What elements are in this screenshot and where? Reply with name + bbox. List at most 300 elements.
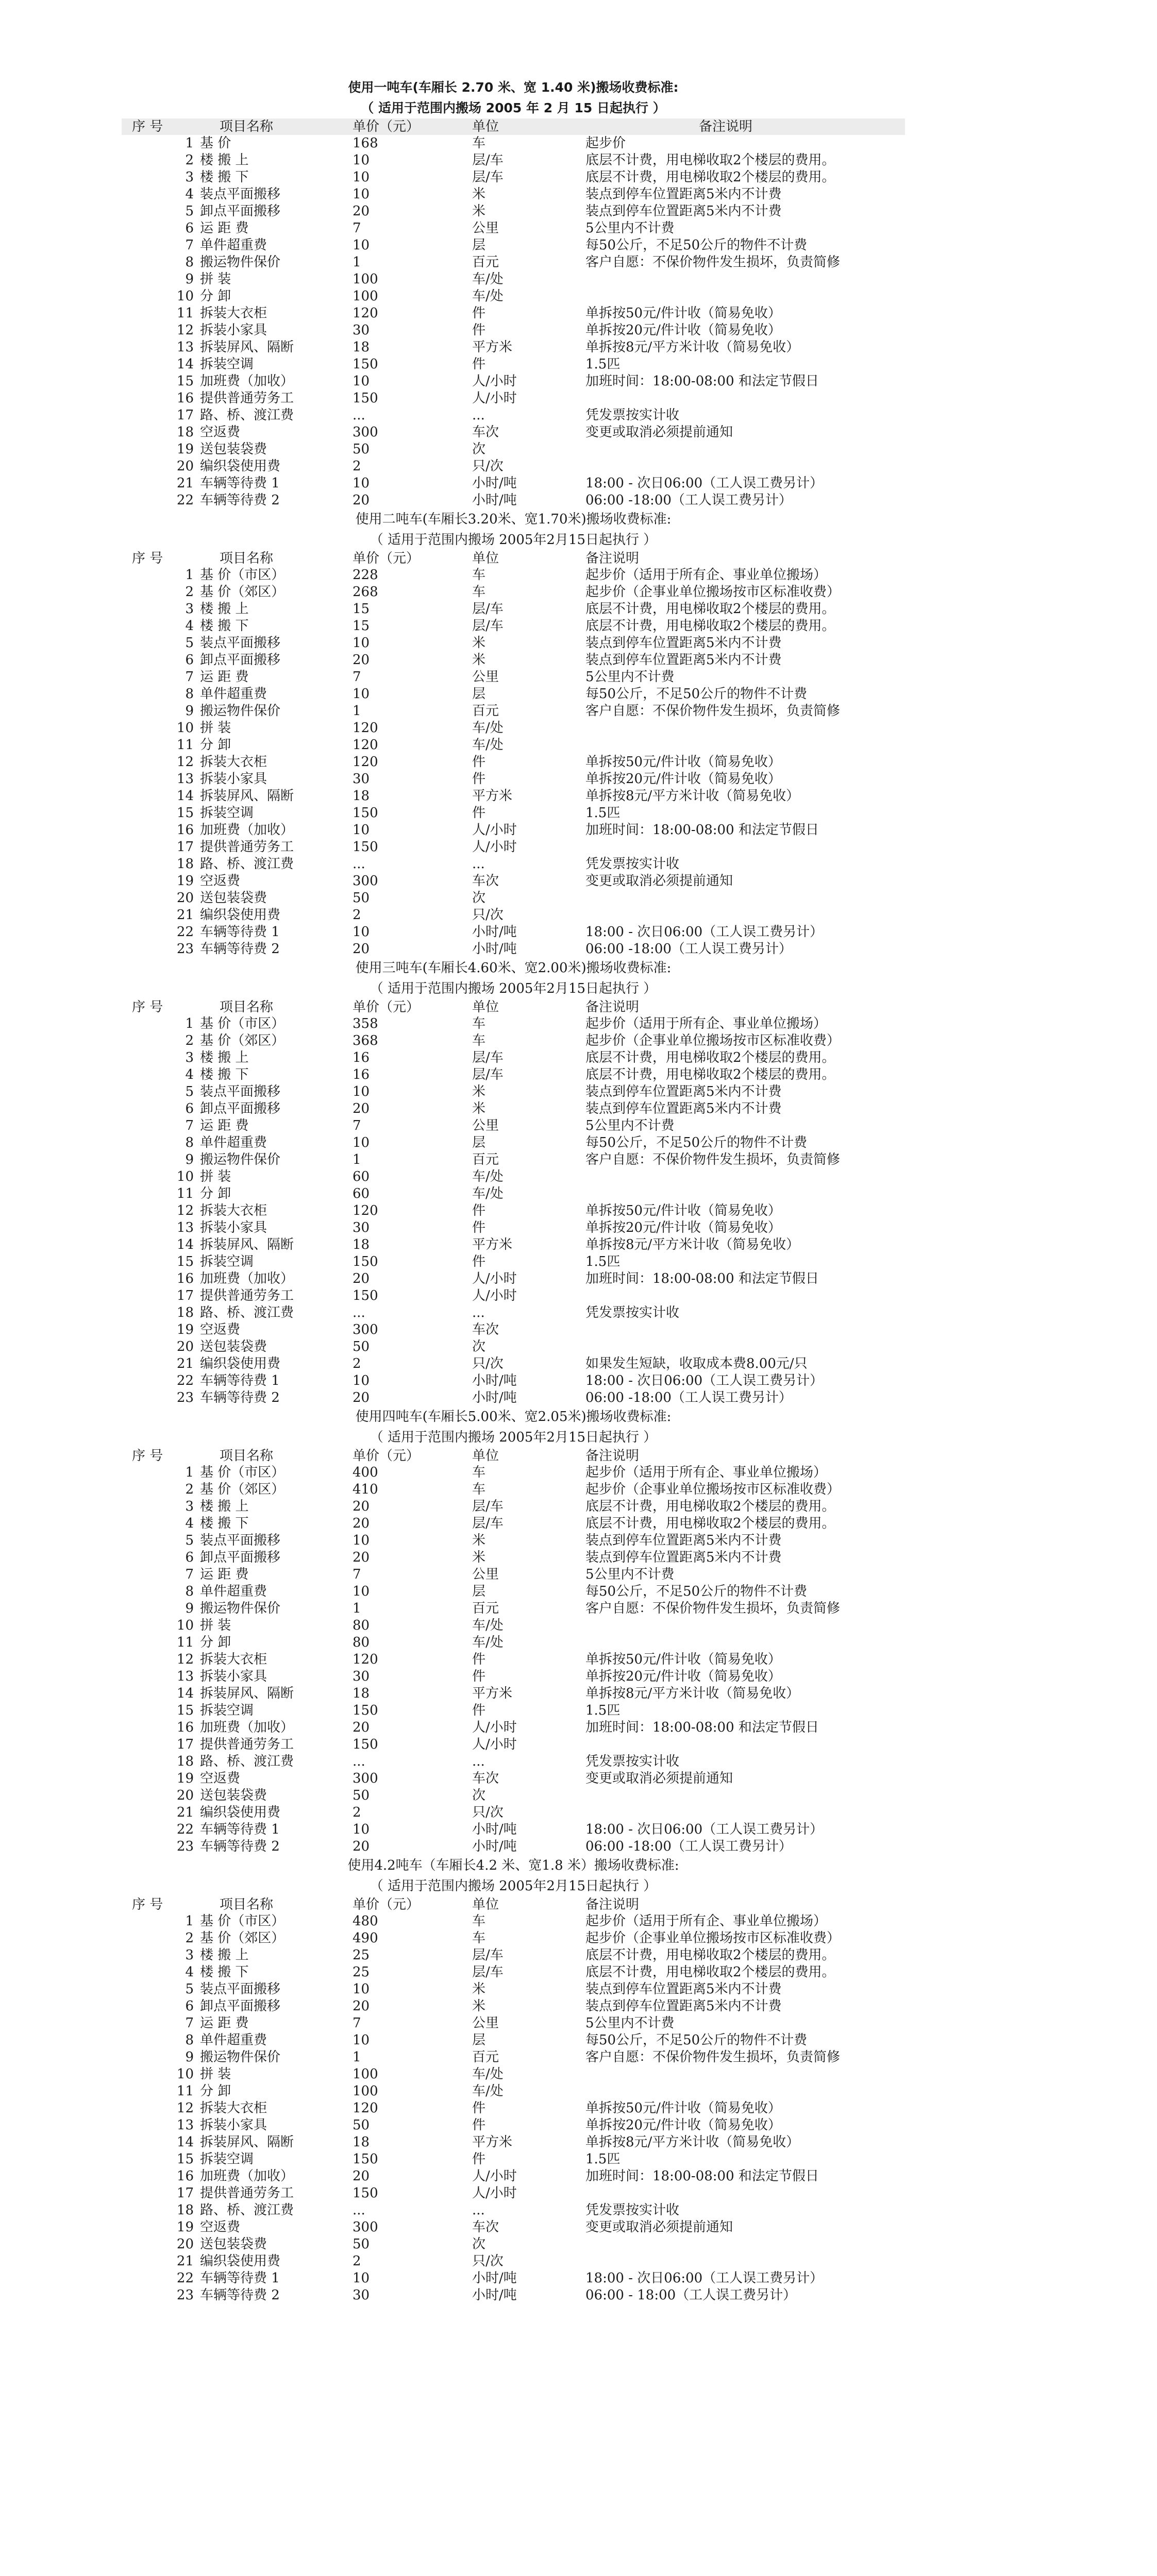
item-name: 空返费 (200, 1771, 241, 1786)
unit-price: 15 (353, 601, 370, 617)
table-row (122, 941, 905, 958)
unit: 米 (472, 1998, 486, 2014)
row-number: 11 (176, 1635, 194, 1650)
header-note: 备注说明 (699, 119, 753, 134)
fee-section (122, 1406, 905, 1855)
row-number: 1 (185, 1465, 194, 1480)
row-number: 17 (176, 1737, 194, 1752)
header-note: 备注说明 (585, 999, 640, 1015)
unit-price: 10 (353, 1822, 370, 1837)
row-number: 19 (176, 1771, 194, 1786)
row-number: 14 (176, 1686, 194, 1701)
table-row (122, 2066, 905, 2083)
row-number: 3 (185, 601, 194, 617)
unit-price: 490 (353, 1930, 378, 1946)
unit: 车 (472, 1913, 486, 1929)
remark: 底层不计费，用电梯收取2个楼层的费用。 (585, 1947, 835, 1963)
unit: 件 (472, 1652, 486, 1667)
unit-price: 16 (353, 1067, 370, 1082)
remark: 加班时间：18:00-08:00 和法定节假日 (585, 374, 819, 389)
item-name: 提供普通劳务工 (200, 391, 294, 406)
unit-price: 60 (353, 1186, 370, 1201)
remark: 18:00 - 次日06:00（工人误工费另计） (585, 924, 824, 940)
remark: 变更或取消必须提前通知 (585, 2219, 733, 2235)
item-name: 楼 搬 上 (200, 1499, 249, 1514)
row-number: 23 (176, 1390, 194, 1405)
row-number: 1 (185, 1913, 194, 1929)
unit-price: 7 (353, 221, 361, 236)
section-subtitle: （ 适用于范围内搬场 2005 年 2 月 15 日起执行 ） (361, 100, 666, 115)
item-name: 拆装空调 (200, 1703, 254, 1718)
item-name: 卸点平面搬移 (200, 652, 281, 668)
table-row (122, 2270, 905, 2287)
table-row (122, 1100, 905, 1117)
table-row (122, 1964, 905, 1981)
unit: 百元 (472, 703, 499, 719)
unit-price: 10 (353, 1981, 370, 1997)
table-row (122, 373, 905, 390)
unit: 层/车 (472, 1067, 504, 1082)
item-name: 编织袋使用费 (200, 2253, 281, 2269)
row-number: 18 (176, 856, 194, 872)
unit-price: 30 (353, 2287, 370, 2303)
item-name: 基 价（郊区） (200, 1930, 285, 1946)
row-number: 2 (185, 584, 194, 600)
table-row (122, 567, 905, 584)
remark: 单拆按50元/件计收（简易免收） (585, 306, 781, 321)
table-header (122, 550, 905, 567)
item-name: 拆装大衣柜 (200, 1652, 267, 1667)
unit: 人/小时 (472, 1288, 517, 1303)
remark: 装点到停车位置距离5米内不计费 (585, 635, 782, 651)
remark: 单拆按50元/件计收（简易免收） (585, 1203, 781, 1218)
unit-price: 50 (353, 890, 370, 906)
item-name: 空返费 (200, 2219, 241, 2235)
item-name: 车辆等待费 2 (200, 941, 280, 957)
item-name: 基 价（市区） (200, 1465, 285, 1480)
item-name: 楼 搬 下 (200, 1516, 249, 1531)
unit-price: 25 (353, 1947, 370, 1963)
unit-price: 30 (353, 323, 370, 338)
item-name: 车辆等待费 1 (200, 2270, 280, 2286)
unit-price: 20 (353, 2168, 370, 2184)
unit: 人/小时 (472, 1271, 517, 1286)
section-title: 使用二吨车(车厢长3.20米、宽1.70米)搬场收费标准: (355, 512, 672, 527)
row-number: 16 (176, 1720, 194, 1735)
unit-price: 10 (353, 476, 370, 491)
unit: 车次 (472, 873, 499, 889)
item-name: 拆装空调 (200, 357, 254, 372)
table-row (122, 1219, 905, 1236)
remark: 18:00 - 次日06:00（工人误工费另计） (585, 1373, 824, 1388)
item-name: 单件超重费 (200, 2032, 267, 2048)
table-row (122, 720, 905, 737)
unit-price: 50 (353, 2117, 370, 2133)
row-number: 11 (176, 2083, 194, 2099)
row-number: 4 (185, 618, 194, 634)
remark: 加班时间：18:00-08:00 和法定节假日 (585, 1720, 819, 1735)
item-name: 加班费（加收） (200, 822, 294, 838)
table-row (122, 703, 905, 720)
item-name: 空返费 (200, 1322, 241, 1337)
unit: 层/车 (472, 1947, 504, 1963)
item-name: 分 卸 (200, 289, 231, 304)
unit: 人/小时 (472, 1737, 517, 1752)
item-name: 拆装大衣柜 (200, 1203, 267, 1218)
item-name: 车辆等待费 2 (200, 1390, 280, 1405)
table-row (122, 601, 905, 618)
item-name: 编织袋使用费 (200, 907, 281, 923)
table-row (122, 1998, 905, 2015)
item-name: 单件超重费 (200, 1584, 267, 1599)
item-name: 分 卸 (200, 1635, 231, 1650)
row-number: 6 (185, 221, 194, 236)
table-row (122, 492, 905, 509)
unit-price: 100 (353, 272, 378, 287)
remark: 底层不计费，用电梯收取2个楼层的费用。 (585, 152, 835, 168)
table-row (122, 1583, 905, 1600)
table-row (122, 2185, 905, 2202)
unit: 只/次 (472, 1805, 504, 1820)
unit: 小时/吨 (472, 2270, 517, 2286)
table-header (122, 999, 905, 1015)
unit: 车 (472, 1016, 486, 1031)
item-name: 拼 装 (200, 272, 231, 287)
row-number: 4 (185, 1964, 194, 1980)
unit: 只/次 (472, 907, 504, 923)
remark: 凭发票按实计收 (585, 2202, 680, 2218)
item-name: 拆装屏风、隔断 (200, 788, 294, 804)
table-row (122, 1532, 905, 1549)
unit-price: 150 (353, 1288, 378, 1303)
row-number: 21 (176, 2253, 194, 2269)
remark: 18:00 - 次日06:00（工人误工费另计） (585, 2270, 824, 2286)
table-row (122, 237, 905, 254)
unit: 人/小时 (472, 391, 517, 406)
row-number: 16 (176, 822, 194, 838)
row-number: 12 (176, 1203, 194, 1218)
table-row (122, 822, 905, 839)
table-row (122, 390, 905, 407)
row-number: 16 (176, 2168, 194, 2184)
unit-price: 7 (353, 1567, 361, 1582)
unit-price: 10 (353, 1533, 370, 1548)
unit: 件 (472, 357, 486, 372)
remark: 加班时间：18:00-08:00 和法定节假日 (585, 1271, 819, 1286)
unit-price: 150 (353, 357, 378, 372)
table-row (122, 288, 905, 305)
unit-price: 1 (353, 255, 361, 270)
table-row (122, 2117, 905, 2134)
item-name: 搬运物件保价 (200, 1152, 281, 1167)
remark: 底层不计费，用电梯收取2个楼层的费用。 (585, 170, 835, 185)
remark: 5公里内不计费 (585, 1567, 675, 1582)
remark: 装点到停车位置距离5米内不计费 (585, 1084, 782, 1099)
table-row (122, 2168, 905, 2185)
row-number: 3 (185, 170, 194, 185)
row-number: 16 (176, 1271, 194, 1286)
item-name: 楼 搬 上 (200, 1947, 249, 1963)
row-number: 8 (185, 686, 194, 702)
unit-price: ... (353, 2202, 365, 2218)
unit-price: 120 (353, 306, 378, 321)
remark: 1.5匹 (585, 1703, 621, 1718)
unit-price: 10 (353, 686, 370, 702)
table-row (122, 1566, 905, 1583)
table-row (122, 1049, 905, 1066)
item-name: 车辆等待费 1 (200, 924, 280, 940)
remark: 06:00 -18:00（工人误工费另计） (585, 1390, 792, 1405)
table-row (122, 2236, 905, 2253)
item-name: 加班费（加收） (200, 2168, 294, 2184)
unit-price: 25 (353, 1964, 370, 1980)
table-row (122, 1753, 905, 1770)
unit: 次 (472, 1788, 486, 1803)
unit: 车 (472, 1482, 486, 1497)
unit: 米 (472, 1981, 486, 1997)
unit: 公里 (472, 2015, 499, 2031)
unit-price: 20 (353, 1499, 370, 1514)
remark: 装点到停车位置距离5米内不计费 (585, 1533, 782, 1548)
unit: 平方米 (472, 788, 513, 804)
unit-price: 10 (353, 187, 370, 202)
remark: 起步价 (585, 135, 626, 151)
item-name: 分 卸 (200, 737, 231, 753)
remark: 单拆按50元/件计收（简易免收） (585, 2100, 781, 2116)
unit-price: 18 (353, 2134, 370, 2150)
section-subtitle: （ 适用于范围内搬场 2005年2月15日起执行 ） (370, 1878, 657, 1894)
row-number: 17 (176, 2185, 194, 2201)
unit-price: 358 (353, 1016, 378, 1031)
unit-price: 10 (353, 1135, 370, 1150)
remark: 起步价（企事业单位搬场按市区标准收费） (585, 1033, 841, 1048)
fee-section (122, 77, 905, 509)
row-number: 14 (176, 788, 194, 804)
unit: 人/小时 (472, 822, 517, 838)
unit-price: 15 (353, 618, 370, 634)
fee-section (122, 958, 905, 1406)
remark: 凭发票按实计收 (585, 408, 680, 423)
row-number: 17 (176, 1288, 194, 1303)
remark: 单拆按20元/件计收（简易免收） (585, 771, 781, 787)
row-number: 19 (176, 442, 194, 457)
table-row (122, 1338, 905, 1355)
unit: 件 (472, 805, 486, 821)
item-name: 装点平面搬移 (200, 1084, 281, 1099)
row-number: 6 (185, 652, 194, 668)
row-number: 11 (176, 306, 194, 321)
unit-price: 300 (353, 425, 378, 440)
row-number: 1 (185, 1016, 194, 1031)
table-row (122, 1600, 905, 1617)
remark: 客户自愿：不保价物件发生损坏，负责简修 (585, 1601, 841, 1616)
table-header (122, 1448, 905, 1464)
table-row (122, 203, 905, 220)
item-name: 基 价（郊区） (200, 584, 285, 600)
unit-price: 100 (353, 2083, 378, 2099)
unit: 米 (472, 1101, 486, 1116)
row-number: 22 (176, 1822, 194, 1837)
item-name: 拆装小家具 (200, 1669, 267, 1684)
table-row (122, 1702, 905, 1719)
unit: 层/车 (472, 1964, 504, 1980)
table-row (122, 1685, 905, 1702)
unit: 米 (472, 635, 486, 651)
table-row (122, 924, 905, 941)
row-number: 23 (176, 941, 194, 957)
remark: 06:00 -18:00（工人误工费另计） (585, 493, 792, 508)
unit-price: 18 (353, 340, 370, 355)
item-name: 编织袋使用费 (200, 1356, 281, 1371)
header-unit: 单位 (472, 999, 499, 1015)
unit: 次 (472, 890, 486, 906)
remark: 装点到停车位置距离5米内不计费 (585, 1550, 782, 1565)
unit: 人/小时 (472, 839, 517, 855)
unit: 车/处 (472, 737, 504, 753)
row-number: 21 (176, 907, 194, 923)
unit-price: 300 (353, 2219, 378, 2235)
section-title: 使用四吨车(车厢长5.00米、宽2.05米)搬场收费标准: (355, 1409, 672, 1425)
unit: 车/处 (472, 1618, 504, 1633)
table-row (122, 254, 905, 271)
item-name: 拆装大衣柜 (200, 754, 267, 770)
unit: 公里 (472, 1567, 499, 1582)
unit-price: 16 (353, 1050, 370, 1065)
unit-price: 10 (353, 822, 370, 838)
row-number: 14 (176, 2134, 194, 2150)
unit-price: 10 (353, 1084, 370, 1099)
unit-price: 10 (353, 170, 370, 185)
table-body (122, 1464, 905, 1855)
table-row (122, 1838, 905, 1855)
unit: 小时/吨 (472, 941, 517, 957)
row-number: 15 (176, 805, 194, 821)
remark: 客户自愿：不保价物件发生损坏，负责简修 (585, 255, 841, 270)
table-row (122, 220, 905, 237)
unit: 件 (472, 754, 486, 770)
row-number: 19 (176, 2219, 194, 2235)
row-number: 12 (176, 323, 194, 338)
table-body (122, 567, 905, 958)
table-row (122, 839, 905, 856)
table-row (122, 1270, 905, 1287)
table-row (122, 1947, 905, 1964)
remark: 1.5匹 (585, 805, 621, 821)
row-number: 20 (176, 459, 194, 474)
header-price: 单价（元） (353, 1448, 420, 1464)
unit-price: 410 (353, 1482, 378, 1497)
remark: 每50公斤，不足50公斤的物件不计费 (585, 686, 808, 702)
unit-price: 30 (353, 1669, 370, 1684)
remark: 起步价（适用于所有企、事业单位搬场） (585, 1465, 827, 1480)
header-unit: 单位 (472, 119, 499, 134)
table-body (122, 135, 905, 509)
unit: 小时/吨 (472, 476, 517, 491)
unit: 层/车 (472, 152, 504, 168)
unit-price: 300 (353, 1771, 378, 1786)
unit-price: 168 (353, 135, 378, 151)
remark: 加班时间：18:00-08:00 和法定节假日 (585, 2168, 819, 2184)
unit: 米 (472, 204, 486, 219)
unit-price: ... (353, 1754, 365, 1769)
table-row (122, 356, 905, 373)
row-number: 21 (176, 476, 194, 491)
unit: 平方米 (472, 340, 513, 355)
row-number: 7 (185, 669, 194, 685)
header-name: 项目名称 (220, 551, 274, 566)
unit: 车/处 (472, 1169, 504, 1184)
unit-price: 150 (353, 839, 378, 855)
table-row (122, 2049, 905, 2066)
header-unit: 单位 (472, 1448, 499, 1464)
unit: 只/次 (472, 1356, 504, 1371)
table-row (122, 1617, 905, 1634)
unit: 层/车 (472, 1050, 504, 1065)
remark: 变更或取消必须提前通知 (585, 873, 733, 889)
remark: 装点到停车位置距离5米内不计费 (585, 1998, 782, 2014)
remark: 底层不计费，用电梯收取2个楼层的费用。 (585, 1516, 835, 1531)
unit-price: 18 (353, 1686, 370, 1701)
table-row (122, 1787, 905, 1804)
item-name: 拆装小家具 (200, 2117, 267, 2133)
unit-price: 20 (353, 204, 370, 219)
row-number: 19 (176, 1322, 194, 1337)
unit: 件 (472, 771, 486, 787)
unit-price: 2 (353, 907, 361, 923)
unit: 车/处 (472, 272, 504, 287)
item-name: 分 卸 (200, 2083, 231, 2099)
item-name: 楼 搬 上 (200, 601, 249, 617)
unit-price: 30 (353, 1220, 370, 1235)
table-row (122, 475, 905, 492)
row-number: 7 (185, 1567, 194, 1582)
table-row (122, 441, 905, 458)
row-number: 10 (176, 2066, 194, 2082)
table-row (122, 339, 905, 356)
remark: 5公里内不计费 (585, 221, 675, 236)
row-number: 14 (176, 357, 194, 372)
item-name: 拆装大衣柜 (200, 2100, 267, 2116)
row-number: 12 (176, 754, 194, 770)
unit: 公里 (472, 1118, 499, 1133)
row-number: 11 (176, 1186, 194, 1201)
unit-price: 120 (353, 1652, 378, 1667)
unit: 次 (472, 2236, 486, 2252)
section-title: 使用一吨车(车厢长 2.70 米、宽 1.40 米)搬场收费标准: (348, 80, 679, 95)
row-number: 1 (185, 567, 194, 583)
remark: 1.5匹 (585, 2151, 621, 2167)
remark: 单拆按8元/平方米计收（简易免收） (585, 340, 800, 355)
item-name: 运 距 费 (200, 2015, 249, 2031)
item-name: 楼 搬 上 (200, 1050, 249, 1065)
unit: 层 (472, 238, 486, 253)
unit: 层 (472, 686, 486, 702)
row-number: 10 (176, 720, 194, 736)
row-number: 8 (185, 1135, 194, 1150)
unit-price: 268 (353, 584, 378, 600)
table-row (122, 1202, 905, 1219)
remark: 起步价（企事业单位搬场按市区标准收费） (585, 584, 841, 600)
item-name: 车辆等待费 1 (200, 1822, 280, 1837)
item-name: 拼 装 (200, 720, 231, 736)
unit-price: 1 (353, 1601, 361, 1616)
table-row (122, 1066, 905, 1083)
item-name: 装点平面搬移 (200, 635, 281, 651)
table-row (122, 737, 905, 754)
table-row (122, 805, 905, 822)
row-number: 8 (185, 255, 194, 270)
table-row (122, 169, 905, 186)
